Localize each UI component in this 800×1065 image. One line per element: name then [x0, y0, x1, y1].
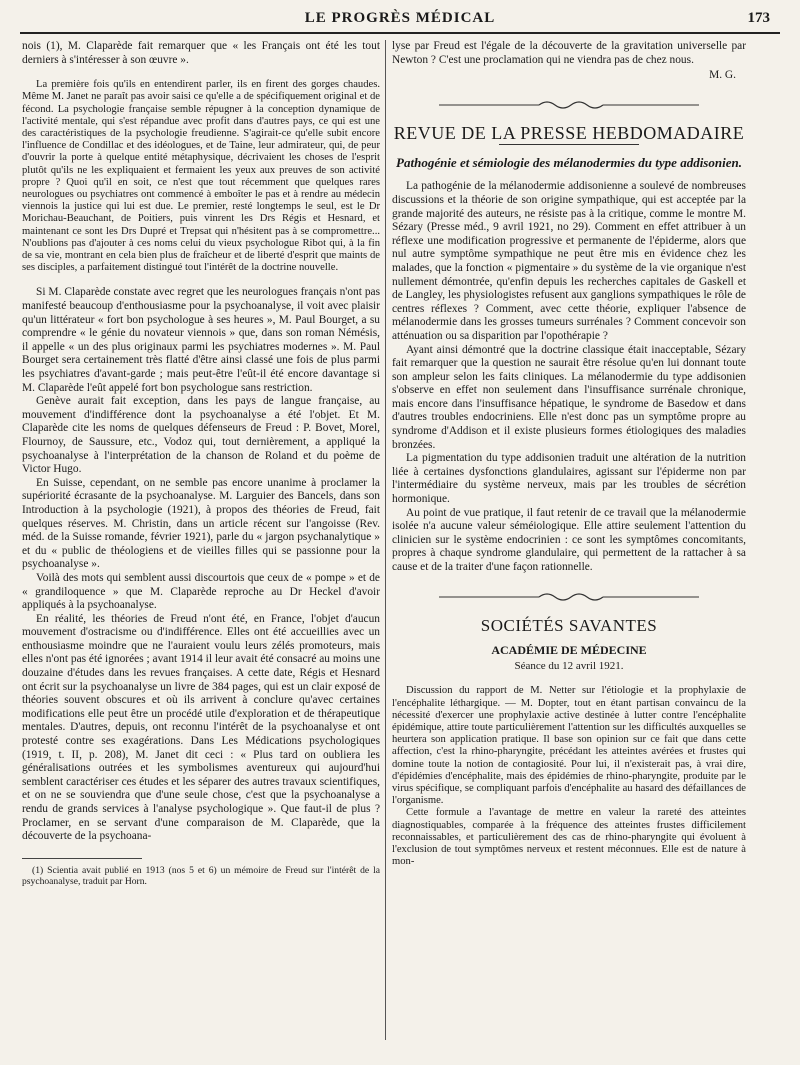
page-number: 173 — [747, 10, 770, 26]
paragraph: La pathogénie de la mélanodermie addisonienne a soulevé de nombreuses discussions et la théorie de son origine sympathique, qui est acceptée par la grande majorité des auteurs, ne résiste pas à la critique, comme le montre M. Sézary (Presse méd., 9 avril 1921, no 29). Comment en effet attribuer à un réflexe une modification progressive et permanente de l'épiderme, alors que nul autre symptôme sympathique ne peut être mis en évidence chez les malades, que la fonction « pigmentaire » du système de la vie organique n'est nullement démontrée, qu'enfin depuis les recherches capitales de Gaskell et de Langley, les physiologistes refusent aux ganglions sympathiques le rôle de centres réflexes ? Comment, avec cette théorie, expliquer l'absence de mélanodermie dans les grosses tumeurs surrénales ? Comment concevoir son atténuation ou sa disparition par l'opothérapie ? — [392, 180, 746, 342]
session-date: Séance du 12 avril 1921. — [514, 659, 624, 672]
section-title: REVUE DE LA PRESSE HEBDOMADAIRE — [393, 122, 745, 143]
quoted-passage: La première fois qu'ils en entendirent parler, ils en firent des gorges chaudes. Même M. Janet ne paraît pas avoir saisi ce qu'elle a de spécifiquement original et de fécond. La psychologie française semble répugner à la conception dynamique de l'activité mentale, qui s'est répandue avec profit dans d'autres pays, ce qui est une des caractéristiques de la psychologie freudienne. S'agirait-ce qu'elle subit encore l'influence de Condillac et des idéologues, et de Taine, leur admirateur, qui, de peur d'ouvrir la porte à quelque entité métaphysique, décrivaient les choses de l'esprit plutôt qu'ils ne les expliquaient et fermaient les yeux aux preuves de son activité propre ? Quoi qu'il en soit, ce n'est que tout récemment que quelques rares neurologues ou psychiatres ont commencé à emboîter le pas et à rendre au médecin viennois la justice qui lui est due. Le premier, resté longtemps le seul, est le Dr Morichau-Beauchant, de Poitiers, puis vinrent les Drs Régis et Hesnard, et maintenant ce sont les Drs Dupré et Trepsat qui n'hésitent pas à se compromettre... N'oublions pas d'ajouter à ces noms celui du vieux psychologue Ribot qui, à la fin de sa vie, montrant en cela bien plus de fraîcheur et de liberté d'esprit que maints de ses disciples, a parfaitement distingué tout l'intérêt de la doctrine nouvelle. — [22, 79, 380, 274]
paragraph: Si M. Claparède constate avec regret que les neurologues français n'ont pas manifesté beaucoup d'enthousiasme pour la psychoanalyse, il voit avec plaisir qu'un littérateur « fort bon psychologue à ses heures », M. Paul Bourget, a su comprendre « le génie du novateur viennois » que, dans son roman Némésis, il appelle « un des plus originaux parmi les psychiatres modernes ». M. Paul Bourget sera certainement très flatté d'être ainsi classé une fois de plus parmi les psychiatres d'avant-garde ; mais peut-être l'eût-il été encore davantage si M. Claparède l'eût appelé fort bon psychologue sans restriction. — [22, 286, 380, 394]
paragraph: Cette formule a l'avantage de mettre en valeur la rareté des atteintes diagnostiquables, comparée à la fréquence des atteintes frustes difficilement reconnaissables, et particulièrement des cas de rhino-pharyngite qui évoluent à l'exclusion de tout symptômes nerveux et restent méconnues. Elle est de nature à mon- — [392, 807, 746, 868]
section-title: SOCIÉTÉS SAVANTES — [480, 615, 658, 635]
column-divider — [385, 40, 386, 1040]
paragraph: Ayant ainsi démontré que la doctrine classique était inacceptable, Sézary fait remarquer que la question ne saurait être résolue qu'en lui donnant toute son ampleur selon les faits cliniques. La mélanodermie du type addisonien s'observe en effet non seulement dans l'insuffisance surrénale chronique, mais encore dans l'insuffisance hépatique, le syndrome de Basedow et dans d'autres troubles endocriniens. Elle n'est donc pas un symptôme propre au syndrome d'Addison et il existe plusieurs formes étiologiques des maladies bronzées. — [392, 343, 746, 451]
article-title: Pathogénie et sémiologie des mélanodermies du type addisonien. — [396, 155, 742, 171]
paragraph: Discussion du rapport de M. Netter sur l'étiologie et la prophylaxie de l'encéphalite léthargique. — M. Dopter, tout en étant partisan convaincu de la nécessité d'exercer une prophylaxie active destinée à lutter contre l'encéphalite épidémique, attire toute particulièrement l'attention sur les difficultés auxquelles se heurtera son application pratique. Il base son opinion sur ce fait que dans cette affection, c'est la rhino-pharyngite, précédant les atteintes avérées et frustes qui domine toute la notion de contagiosité. Pour lui, il n'existerait pas, à vrai dire, d'épidémies d'encéphalite, mais des épidémies de rhino-pharyngite, produite par le virus spécifique, se compliquant parfois d'encéphalite au hasard des défaillances de l'organisme. — [392, 685, 746, 807]
paragraph: La pigmentation du type addisonien traduit une altération de la nutrition liée à certaines dysfonctions glandulaires, agissant sur l'épiderme non par l'intermédiaire du système nerveux, mais par les troubles de sécrétion hormonique. — [392, 452, 746, 506]
journal-title: LE PROGRÈS MÉDICAL — [304, 10, 496, 26]
right-column — [392, 40, 746, 868]
paragraph: nois (1), M. Claparède fait remarquer que « les Français ont été les tout derniers à s'intéresser à son œuvre ». — [22, 40, 380, 66]
society-name: ACADÉMIE DE MÉDECINE — [491, 643, 647, 658]
footnote-rule — [22, 858, 142, 859]
paragraph: En Suisse, cependant, on ne semble pas encore unanime à proclamer la supériorité écrasante de la psychoanalyse. M. Larguier des Bancels, dans son Introduction à la psychologie (1921), à propos des théories de Freud, fait quelques réserves. M. Christin, dans un article récent sur l'angoisse (Rev. méd. de la Suisse romande, février 1921), parle du « jargon psychanalytique » et du « public de théologiens et de vieilles filles qui se passionne pour la psychoanalyse ». — [22, 476, 380, 571]
ornament-divider — [392, 99, 746, 113]
page-header — [20, 8, 780, 34]
section-rule — [499, 144, 639, 145]
paragraph: Au point de vue pratique, il faut retenir de ce travail que la mélanodermie isolée n'a aucune valeur séméiologique. Elle attire seulement l'attention du clinicien sur le système endocrinien : ce sont les symptômes concomitants, propres à chaque syndrome glandulaire, qui permettent de la rattacher à sa cause et de la traiter d'une façon rationnelle. — [392, 506, 746, 573]
signature: M. G. — [709, 69, 736, 82]
paragraph: En réalité, les théories de Freud n'ont été, en France, l'objet d'aucun mouvement d'ostracisme ou d'indifférence. Elles ont été accueillies avec un enthousiasme moindre que ne l'auraient voulu leurs zélés promoteurs, mais elles n'ont pas été ignorées ; avant 1914 il leur avait été consacré au moins une douzaine d'études dans les revues françaises. A cette date, Régis et Hesnard ont écrit sur la psychoanalyse un livre de 384 pages, qui est un clair exposé de théories souvent obscures et où ils arrivent à conclure qu'avec certaines modifications elle peut être un procédé utile d'exploration et de thérapeutique mentales. D'autres, depuis, ont reconnu l'intérêt de la psychoanalyse et ont protesté contre ses exagérations. Dans Les Médications psychologiques (1919, t. II, p. 208), M. Janet dit ceci : « Plus tard on oubliera les généralisations outrées et les symbolismes aventureux qui aujourd'hui semblent caractériser ces études et les séparer des autres travaux scientifiques, et on ne se souviendra que d'une seule chose, c'est que la psychoanalyse a rendu de grands services à l'analyse psychologique ». Que faut-il de plus ? Proclamer, en se servant d'une comparaison de M. Claparède, que la découverte de la psychoana- — [22, 612, 380, 843]
ornament-divider — [392, 591, 746, 605]
paragraph: Genève aurait fait exception, dans les pays de langue française, au mouvement d'indifférence dont la psychoanalyse a été l'objet. Et M. Claparède cite les noms de quelques défenseurs de Freud : P. Bovet, Morel, Flournoy, de Saussure, etc., Vodoz qui, tout dernièrement, a appliqué la psychoanalyse à l'interprétation de la chanson de Roland et du poème de Victor Hugo. — [22, 395, 380, 476]
left-column — [22, 40, 380, 887]
footnote: (1) Scientia avait publié en 1913 (nos 5 et 6) un mémoire de Freud sur l'intérêt de la psychoanalyse, traduit par Horn. — [22, 864, 380, 887]
paragraph: Voilà des mots qui semblent aussi discourtois que ceux de « pompe » et de « grandiloquence » que M. Claparède reproche au Dr Heckel d'avoir appliqués à la psychoanalyse. — [22, 571, 380, 612]
paragraph: lyse par Freud est l'égale de la découverte de la gravitation universelle par Newton ? C'est une proclamation qui ne viendra pas de chez nous. — [392, 40, 746, 66]
